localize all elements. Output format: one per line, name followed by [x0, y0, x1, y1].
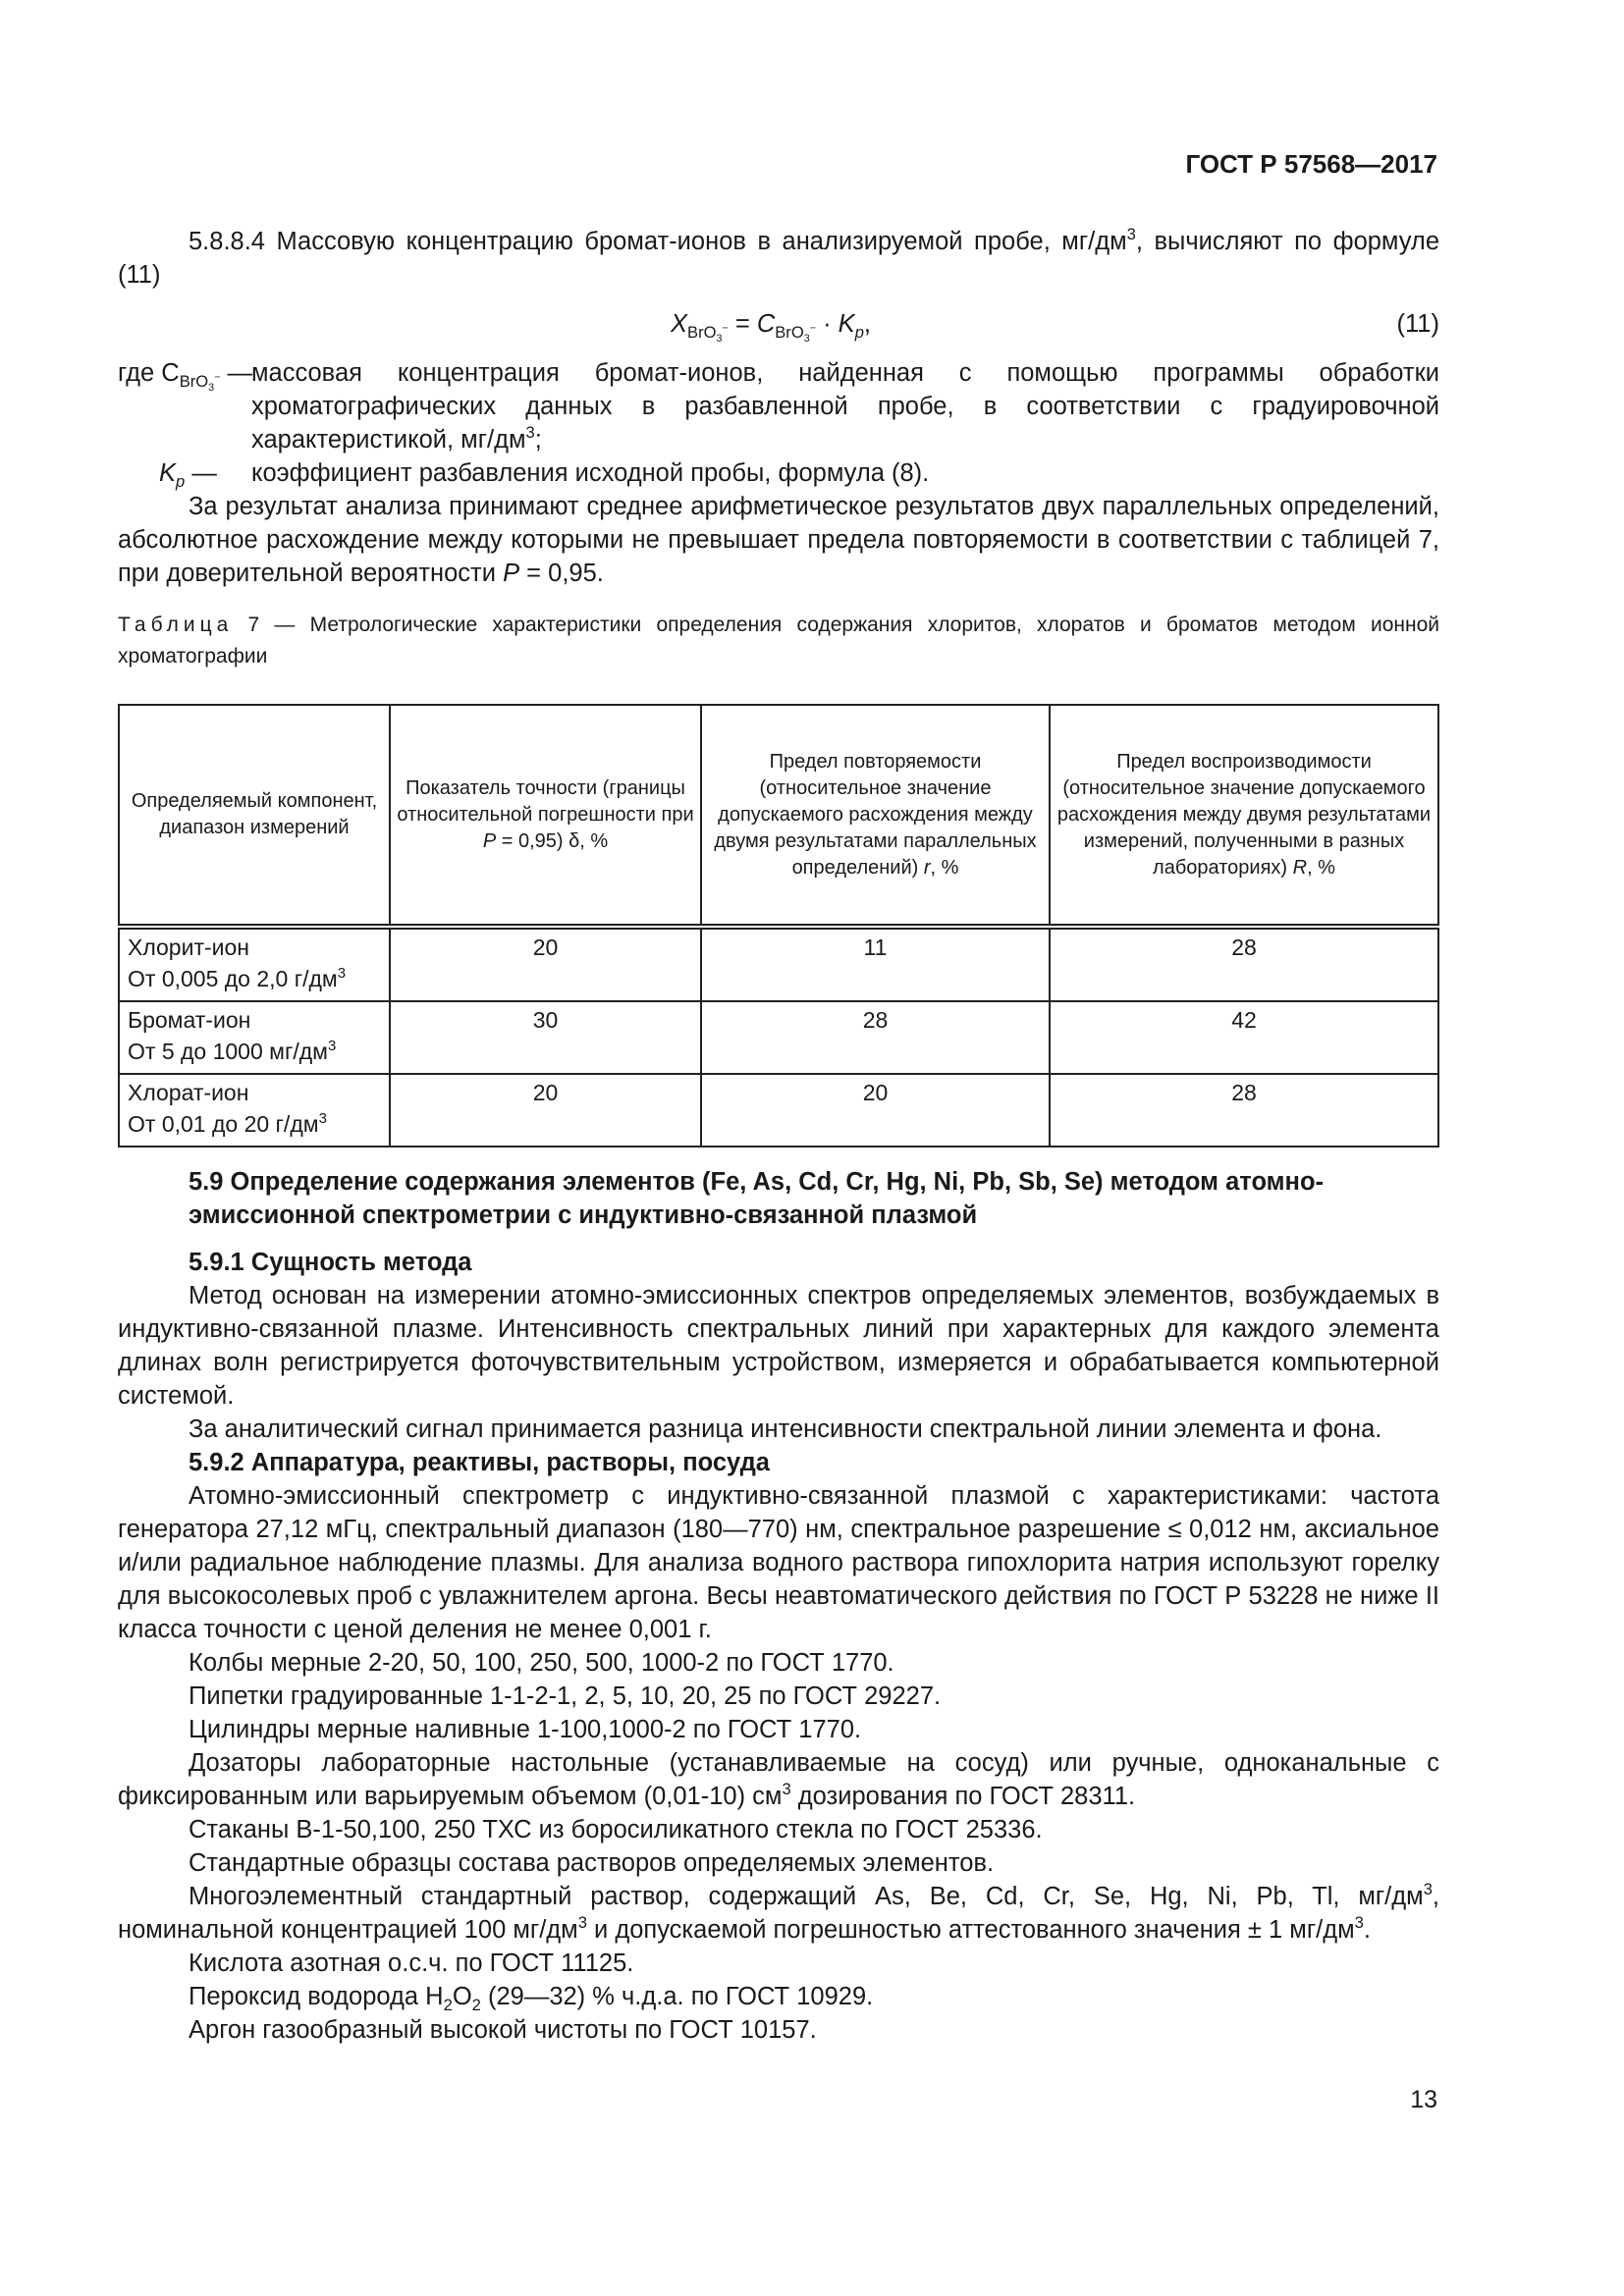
sub: p [176, 471, 186, 491]
text: дозирования по ГОСТ 28311. [790, 1783, 1136, 1810]
sub: BrO [179, 371, 209, 391]
text: 5.8.8.4 Массовую концентрацию бромат-ионов в анализируемой пробе, мг/дм [189, 228, 1127, 255]
text: , % [1307, 856, 1335, 879]
header-repeatability [701, 705, 1050, 927]
cell-r: 11 [701, 927, 1050, 1001]
page-content [118, 225, 1439, 2047]
where-c [118, 356, 1439, 456]
cell-delta: 20 [390, 927, 701, 1001]
superscript: 3 [1126, 225, 1136, 244]
text: Пероксид водорода H [189, 1983, 444, 2010]
sup: 3 [1423, 1880, 1433, 1899]
dash: — [220, 359, 253, 387]
text: массовая концентрация бромат-ионов, найденная с помощью программы обработки хроматографических данных в разбавленной пробе, в соответствии с градуировочной характеристикой, мг/дм [251, 359, 1439, 454]
equals: = [728, 310, 757, 338]
paragraph: Колбы мерные 2-20, 50, 100, 250, 500, 1000-2 по ГОСТ 1770. [189, 1649, 894, 1677]
cell-component [119, 927, 390, 1001]
sup: 3 [577, 1913, 587, 1933]
text: Бромат-ион [128, 1007, 251, 1033]
sup: 3 [327, 1038, 337, 1055]
definition-c [251, 356, 1439, 456]
text: , % [930, 856, 959, 879]
sub: 3 [208, 381, 215, 394]
sub: BrO [687, 322, 717, 342]
table-caption [118, 610, 1439, 672]
text: Показатель точности (границы относительной погрешности при [397, 776, 694, 826]
table-row [119, 1001, 1438, 1074]
var: P [482, 829, 497, 852]
sup: − [722, 322, 729, 335]
text: Предел воспроизводимости (относительное значение допускаемого расхождения между двумя результатами измерений, полученными в разных лабораториях) [1056, 750, 1432, 879]
text: Дозаторы лабораторные настольные (устанавливаемые на сосуд) или ручные, одноканальные с фиксированным или варьируемым объемом (0,01-10) см [118, 1749, 1439, 1810]
var: r [923, 856, 931, 879]
text: Определяемый компонент, диапазон измерений [131, 790, 378, 838]
text: От 0,01 до 20 г/дм [128, 1111, 319, 1137]
cell-delta: 30 [390, 1001, 701, 1074]
paragraph: Пипетки градуированные 1-1-2-1, 2, 5, 10, 20, 25 по ГОСТ 29227. [189, 1682, 942, 1710]
text: = 0,95) δ, % [496, 829, 609, 852]
table-row [119, 1074, 1438, 1147]
var-x: X [671, 310, 688, 338]
paragraph [118, 1980, 1439, 2013]
paragraph: За аналитический сигнал принимается разница интенсивности спектральной линии элемента и фона. [189, 1415, 1382, 1443]
text: , номинальной концентрацией 100 мг/дм [118, 1883, 1439, 1944]
text: . [1363, 1916, 1371, 1944]
text: За результат анализа принимают среднее арифметическое результатов двух параллельных определений, абсолютное расхождение между которыми не превышает предела повторяемости в соответствии с таблицей 7, при доверительной вероятности [118, 493, 1439, 587]
table-7 [118, 704, 1439, 1148]
table-row [119, 927, 1438, 1001]
term-kp [159, 456, 251, 490]
cell-component [119, 1074, 390, 1147]
sub: 2 [443, 1995, 453, 2014]
section-5-9-1-heading: 5.9.1 Сущность метода [189, 1249, 472, 1276]
where-kp [118, 456, 1439, 490]
cell-r: 28 [701, 1001, 1050, 1074]
cell-R: 42 [1050, 1001, 1438, 1074]
paragraph [118, 1746, 1439, 1813]
paragraph: Кислота азотная о.с.ч. по ГОСТ 11125. [189, 1949, 634, 1977]
sub: 2 [471, 1995, 481, 2014]
sub: BrO [775, 322, 804, 342]
sup: 3 [337, 965, 347, 983]
sup: − [809, 322, 816, 335]
text: Хлорит-ион [128, 934, 249, 960]
definition-kp: коэффициент разбавления исходной пробы, формула (8). [251, 459, 930, 487]
formula-11 [118, 299, 1439, 350]
comma: , [863, 310, 871, 338]
dot: · [816, 310, 839, 338]
document-id: ГОСТ Р 57568—2017 [1185, 149, 1437, 179]
caption-label: Таблица [118, 614, 234, 636]
header-reproducibility [1050, 705, 1438, 927]
term-c [118, 356, 251, 456]
paragraph: Цилиндры мерные наливные 1-100,1000-2 по ГОСТ 1770. [189, 1716, 862, 1743]
text: где C [118, 359, 180, 387]
text: От 0,005 до 2,0 г/дм [128, 966, 338, 991]
formula-number: (11) [1396, 310, 1439, 338]
var-c: C [756, 310, 776, 338]
page-number: 13 [1410, 2086, 1437, 2113]
var-k: K [838, 310, 855, 338]
text: Предел повторяемости (относительное значение допускаемого расхождения между двумя результатами параллельных определений) [714, 750, 1037, 879]
paragraph: Стандартные образцы состава растворов определяемых элементов. [189, 1849, 995, 1877]
text: Хлорат-ион [128, 1080, 249, 1105]
text: От 5 до 1000 мг/дм [128, 1039, 328, 1064]
sub: 3 [716, 332, 723, 345]
text: O [452, 1983, 472, 2010]
table-header-row [119, 705, 1438, 927]
cell-delta: 20 [390, 1074, 701, 1147]
text: ; [534, 426, 542, 454]
var-p: P [503, 560, 520, 587]
paragraph: Стаканы В-1-50,100, 250 ТХС из боросиликатного стекла по ГОСТ 25336. [189, 1816, 1043, 1843]
text: Многоэлементный стандартный раствор, содержащий As, Be, Cd, Cr, Se, Hg, Ni, Pb, Tl, мг/дм [189, 1883, 1424, 1910]
sup: 3 [525, 423, 535, 443]
paragraph-5-8-8-4 [118, 225, 1439, 292]
var-k: K [159, 459, 177, 487]
sup: 3 [782, 1780, 791, 1799]
sup: − [214, 371, 221, 384]
sup: 3 [1354, 1913, 1364, 1933]
sub: p [854, 322, 864, 342]
cell-r: 20 [701, 1074, 1050, 1147]
paragraph: Метод основан на измерении атомно-эмиссионных спектров определяемых элементов, возбуждаемых в индуктивно-связанной плазме. Интенсивность спектральных линий при характерных для каждого элемента длинах волн регистрируется фоточувствительным устройством, измеряется и обрабатывается компьютерной системой. [118, 1282, 1439, 1410]
paragraph: Аргон газообразный высокой чистоты по ГОСТ 10157. [189, 2016, 817, 2044]
var: R [1292, 856, 1308, 879]
section-5-9-2-heading: 5.9.2 Аппаратура, реактивы, растворы, посуда [189, 1449, 770, 1476]
section-5-9-heading: 5.9 Определение содержания элементов (Fe, As, Cd, Cr, Hg, Ni, Pb, Sb, Se) методом атомно-эмиссионной спектрометрии с индуктивно-связанной плазмой [189, 1168, 1325, 1229]
text: = 0,95. [519, 560, 604, 587]
dash: — [185, 459, 217, 487]
header-component [119, 705, 390, 927]
paragraph [118, 1880, 1439, 1947]
sup: 3 [318, 1110, 327, 1128]
cell-R: 28 [1050, 927, 1438, 1001]
header-accuracy [390, 705, 701, 927]
paragraph-result [118, 490, 1439, 590]
paragraph: Атомно-эмиссионный спектрометр с индуктивно-связанной плазмой с характеристиками: частота генератора 27,12 мГц, спектральный диапазон (180—770) нм, спектральное разрешение ≤ 0,012 нм, аксиальное и/или радиальное наблюдение плазмы. Для анализа водного раствора гипохлорита натрия используют горелку для высокосолевых проб с увлажнителем аргона. Весы неавтоматического действия по ГОСТ Р 53228 не ниже II класса точности с ценой деления не менее 0,001 г. [118, 1482, 1439, 1643]
cell-R: 28 [1050, 1074, 1438, 1147]
cell-component [119, 1001, 390, 1074]
text: и допускаемой погрешностью аттестованного значения ± 1 мг/дм [586, 1916, 1355, 1944]
caption-text: 7 — Метрологические характеристики определения содержания хлоритов, хлоратов и броматов методом ионной хроматографии [118, 614, 1439, 667]
formula-expression [671, 307, 871, 345]
text: , вычисляют по формуле (11) [118, 228, 1439, 289]
text: (29—32) % ч.д.а. по ГОСТ 10929. [480, 1983, 874, 2010]
sub: 3 [803, 332, 810, 345]
